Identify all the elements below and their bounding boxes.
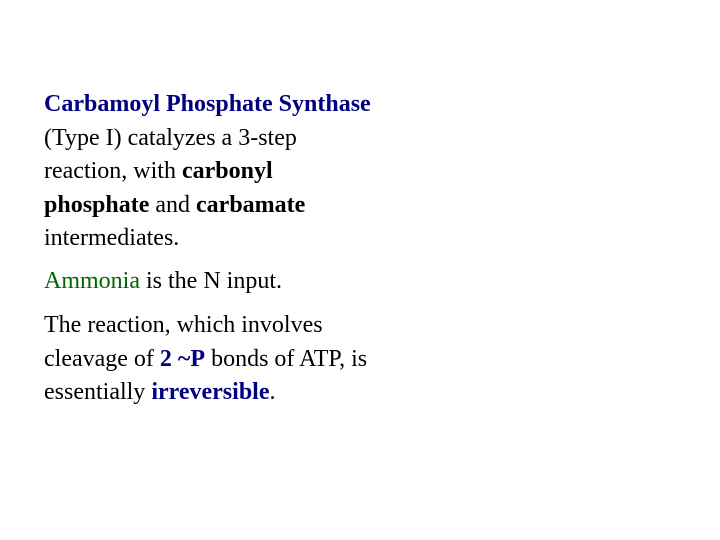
paragraph1-text2: and <box>149 191 197 218</box>
paragraph2-text: is the N input. <box>140 267 282 294</box>
term-2-p-bonds: 2 ~P <box>159 345 206 372</box>
term-irreversible: irreversible <box>151 379 270 405</box>
paragraph1-text1: (Type I) catalyzes a 3-step reaction, with <box>44 124 297 184</box>
paragraph-cps-description <box>44 88 374 256</box>
paragraph3-text2: bonds of ATP, is essentially <box>44 345 368 405</box>
paragraph3-text1: The reaction, which involves cleavage of <box>44 312 323 372</box>
term-carbamate: carbamate <box>196 191 306 218</box>
term-carbonyl-phosphate: carbonyl phosphate <box>44 158 273 218</box>
paragraph-irreversible <box>44 309 374 410</box>
term-ammonia: Ammonia <box>44 267 140 294</box>
paragraph-ammonia <box>44 265 374 299</box>
paragraph1-text3: intermediates. <box>44 225 180 251</box>
paragraph3-text3: . <box>269 379 276 405</box>
term-carbamoyl-phosphate-synthase: Carbamoyl Phosphate Synthase <box>44 91 371 117</box>
slide-text-block <box>44 88 374 410</box>
